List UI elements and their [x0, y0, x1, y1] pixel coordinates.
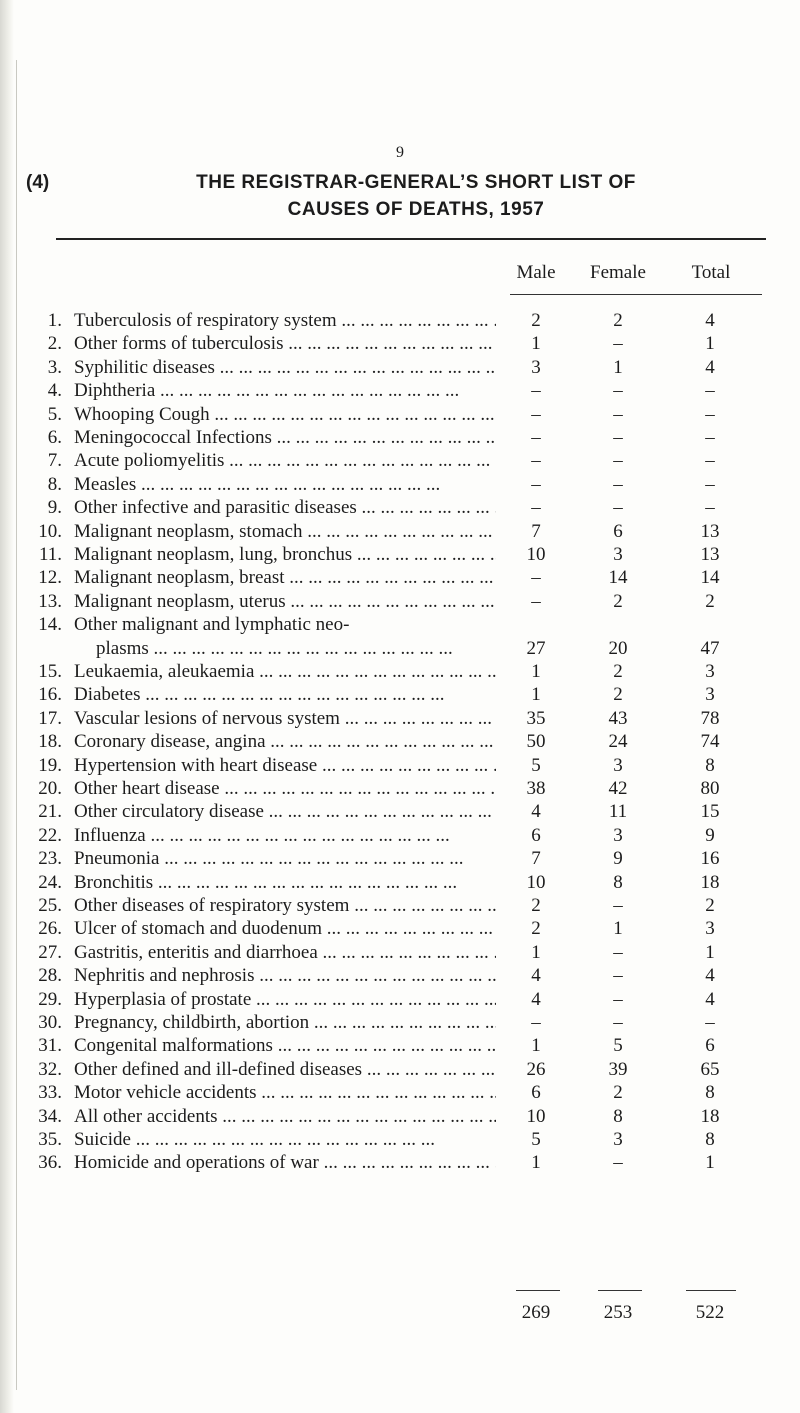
- table-row: [0, 308, 800, 334]
- row-label-text: Malignant neoplasm, uterus: [74, 590, 286, 612]
- cell-male: –: [531, 380, 541, 402]
- row-label-text: Acute poliomyelitis: [74, 450, 225, 472]
- row-label-text: Bronchitis: [74, 871, 154, 893]
- row-label: [74, 799, 496, 825]
- table-row: [0, 916, 800, 942]
- table-row: [0, 331, 800, 357]
- section-number: (4): [26, 172, 50, 193]
- row-number: 6.: [47, 427, 62, 448]
- row-number: 32.: [38, 1058, 62, 1080]
- cell-male: 38: [526, 778, 546, 799]
- cell-male: –: [531, 1012, 541, 1033]
- total-all: 522: [695, 1302, 725, 1323]
- row-label: [74, 1150, 496, 1176]
- cell-male: 1: [531, 941, 541, 963]
- row-label: [74, 402, 496, 428]
- row-label-text: Congenital malformations: [74, 1035, 273, 1057]
- cell-female: 3: [613, 1129, 623, 1150]
- row-number: 1.: [47, 310, 62, 331]
- row-label: [74, 519, 496, 545]
- total-sum-rule: [686, 1290, 736, 1291]
- row-number: 12.: [38, 567, 62, 589]
- cell-female: –: [613, 1012, 623, 1033]
- row-label-text: Diabetes: [74, 684, 141, 706]
- cell-total: 13: [700, 544, 720, 565]
- cell-female: –: [613, 965, 623, 987]
- cell-female: –: [613, 941, 623, 963]
- cell-total: 18: [700, 871, 720, 893]
- row-number: 30.: [38, 1012, 62, 1033]
- cell-total: 80: [700, 778, 720, 799]
- cell-female: 2: [613, 661, 623, 682]
- cell-female: 42: [608, 778, 628, 799]
- cell-total: 3: [705, 918, 715, 940]
- table-row: [0, 495, 800, 521]
- male-sum-rule: [516, 1290, 560, 1291]
- table-row: [0, 1033, 800, 1059]
- row-label: [74, 1127, 496, 1153]
- cell-total: 8: [705, 1129, 715, 1150]
- row-label: [74, 682, 496, 708]
- row-number: 9.: [47, 497, 62, 519]
- row-label: [74, 1057, 496, 1083]
- row-number: 24.: [38, 871, 62, 893]
- row-number: 15.: [38, 661, 62, 682]
- column-header-male: Male: [516, 262, 556, 283]
- cell-female: 3: [613, 754, 623, 776]
- row-label-text: Leukaemia, aleukaemia: [74, 661, 255, 682]
- row-label-text: Pregnancy, childbirth, abortion: [74, 1012, 310, 1033]
- cell-total: 74: [700, 731, 720, 753]
- cell-total: 8: [705, 754, 715, 776]
- row-label-text: Other infective and parasitic diseases: [74, 497, 357, 519]
- cell-male: 1: [531, 1035, 541, 1057]
- cell-male: 1: [531, 1152, 541, 1174]
- table-row-continuation: [0, 636, 800, 662]
- cell-total: –: [705, 473, 715, 495]
- row-label: [74, 472, 496, 498]
- table-row: [0, 425, 800, 451]
- table-row: [0, 940, 800, 966]
- cell-total: 3: [705, 661, 715, 682]
- cell-total: 6: [705, 1035, 715, 1057]
- row-label-text: Other circulatory disease: [74, 801, 264, 823]
- cell-female: 3: [613, 824, 623, 846]
- row-number: 19.: [38, 754, 62, 776]
- cell-female: 2: [613, 1082, 623, 1104]
- cell-female: –: [613, 988, 623, 1010]
- cell-male: –: [531, 567, 541, 589]
- row-number: 16.: [38, 684, 62, 706]
- cell-male: 4: [531, 988, 541, 1010]
- row-number: 27.: [38, 941, 62, 963]
- table-row: [0, 1010, 800, 1036]
- row-label-text: Hypertension with heart disease: [74, 754, 318, 776]
- cell-female: 6: [613, 520, 623, 542]
- row-label: [74, 542, 496, 568]
- total-female: 253: [603, 1302, 633, 1323]
- table-row: [0, 519, 800, 545]
- row-label-text: Other forms of tuberculosis: [74, 333, 284, 355]
- row-number: 3.: [47, 356, 62, 378]
- row-number: 31.: [38, 1035, 62, 1057]
- row-label-text: Coronary disease, angina: [74, 731, 266, 753]
- row-label: [74, 308, 496, 334]
- cell-male: 27: [526, 637, 546, 659]
- row-number: 5.: [47, 403, 62, 425]
- row-number: 8.: [47, 473, 62, 495]
- cell-male: 5: [531, 754, 541, 776]
- row-label: [74, 776, 496, 802]
- row-label-text: Other heart disease: [74, 778, 220, 799]
- table-row: [0, 682, 800, 708]
- row-label-text: Whooping Cough: [74, 403, 210, 425]
- row-label: [74, 448, 496, 474]
- row-label: [74, 846, 496, 872]
- cell-male: 26: [526, 1058, 546, 1080]
- cell-male: –: [531, 403, 541, 425]
- cell-female: –: [613, 403, 623, 425]
- row-label-text: Influenza: [74, 824, 146, 846]
- row-label-text: Meningococcal Infections: [74, 427, 272, 448]
- row-number: 4.: [47, 380, 62, 402]
- row-number: 28.: [38, 965, 62, 987]
- cell-total: –: [705, 1012, 715, 1033]
- row-label: [74, 963, 496, 989]
- table-row: [0, 448, 800, 474]
- cell-male: 50: [526, 731, 546, 753]
- column-header-female: Female: [590, 262, 646, 283]
- row-number: 14.: [38, 614, 62, 636]
- table-row: [0, 1104, 800, 1130]
- cell-male: –: [531, 450, 541, 472]
- table-row: [0, 355, 800, 381]
- table-row: [0, 893, 800, 919]
- page-number: 9: [396, 144, 404, 161]
- cell-male: 7: [531, 848, 541, 870]
- cell-female: 11: [608, 801, 628, 823]
- row-label: [74, 495, 496, 521]
- cell-total: –: [705, 380, 715, 402]
- cell-male: 10: [526, 1105, 546, 1127]
- row-number: 26.: [38, 918, 62, 940]
- table-row: [0, 1127, 800, 1153]
- page-subtitle: CAUSES OF DEATHS, 1957: [287, 199, 545, 220]
- cell-male: 10: [526, 871, 546, 893]
- cell-female: 1: [613, 356, 623, 378]
- row-label-text: Nephritis and nephrosis: [74, 965, 255, 987]
- row-number: 18.: [38, 731, 62, 753]
- cell-male: 10: [526, 544, 546, 565]
- cell-total: 78: [700, 707, 720, 729]
- row-number: 20.: [38, 778, 62, 799]
- row-number: 23.: [38, 848, 62, 870]
- cell-total: 2: [705, 895, 715, 916]
- cell-female: 9: [613, 848, 623, 870]
- row-label: [74, 753, 496, 779]
- cell-total: 4: [705, 965, 715, 987]
- row-label: [74, 870, 496, 896]
- table-row: [0, 1080, 800, 1106]
- table-row: [0, 706, 800, 732]
- cell-total: 1: [705, 1152, 715, 1174]
- row-label: [74, 1010, 496, 1036]
- cell-total: 13: [700, 520, 720, 542]
- table-row: [0, 823, 800, 849]
- row-label: [74, 425, 496, 451]
- cell-male: 2: [531, 310, 541, 331]
- row-label: [74, 706, 496, 732]
- table-row: [0, 1057, 800, 1083]
- row-number: 11.: [38, 544, 62, 565]
- row-label: [74, 659, 496, 685]
- row-number: 13.: [38, 590, 62, 612]
- row-number: 25.: [38, 895, 62, 916]
- row-label: [74, 987, 496, 1013]
- cell-male: 5: [531, 1129, 541, 1150]
- row-label-text: Motor vehicle accidents: [74, 1082, 257, 1104]
- row-number: 17.: [38, 707, 62, 729]
- row-number: 7.: [47, 450, 62, 472]
- cell-total: 4: [705, 310, 715, 331]
- table-row: [0, 870, 800, 896]
- cell-total: 65: [700, 1058, 720, 1080]
- table-row: [0, 753, 800, 779]
- cell-total: 1: [705, 333, 715, 355]
- header-rule: [56, 238, 766, 240]
- row-label-text: Homicide and operations of war: [74, 1152, 319, 1174]
- row-label-text: Gastritis, enteritis and diarrhoea: [74, 941, 318, 963]
- cell-female: 5: [613, 1035, 623, 1057]
- cell-total: 4: [705, 356, 715, 378]
- row-label-text: plasms: [96, 637, 149, 659]
- cell-male: 6: [531, 824, 541, 846]
- table-row: [0, 729, 800, 755]
- table-row: [0, 1150, 800, 1176]
- cell-female: –: [613, 427, 623, 448]
- cell-female: 2: [613, 684, 623, 706]
- row-label: [74, 1104, 496, 1130]
- cell-male: –: [531, 497, 541, 519]
- table-row: [0, 776, 800, 802]
- table-row: [0, 542, 800, 568]
- row-label-text: Malignant neoplasm, lung, bronchus: [74, 544, 353, 565]
- row-label: [74, 565, 496, 591]
- cell-male: 4: [531, 801, 541, 823]
- row-label: [74, 1080, 496, 1106]
- row-label-text: Hyperplasia of prostate: [74, 988, 252, 1010]
- row-label: [74, 916, 496, 942]
- column-header-total: Total: [691, 262, 731, 283]
- cell-male: –: [531, 473, 541, 495]
- cell-male: 1: [531, 661, 541, 682]
- row-label-text: Malignant neoplasm, breast: [74, 567, 285, 589]
- row-label-text: Ulcer of stomach and duodenum: [74, 918, 322, 940]
- cell-male: 2: [531, 918, 541, 940]
- cell-male: –: [531, 590, 541, 612]
- cell-total: –: [705, 403, 715, 425]
- row-label-continuation: [96, 636, 496, 662]
- table-row: [0, 659, 800, 685]
- page-title: THE REGISTRAR-GENERAL’S SHORT LIST OF: [196, 172, 636, 193]
- cell-male: 6: [531, 1082, 541, 1104]
- column-header-underline: [510, 294, 762, 295]
- cell-female: 20: [608, 637, 628, 659]
- cell-female: 3: [613, 544, 623, 565]
- row-label: [74, 331, 496, 357]
- row-label: [74, 589, 496, 615]
- row-number: 10.: [38, 520, 62, 542]
- row-label: Other malignant and lymphatic neo-: [74, 614, 350, 636]
- cell-male: 2: [531, 895, 541, 916]
- row-label-text: Diphtheria: [74, 380, 156, 402]
- cell-female: 8: [613, 1105, 623, 1127]
- row-label-text: Malignant neoplasm, stomach: [74, 520, 303, 542]
- cell-total: 15: [700, 801, 720, 823]
- row-number: 29.: [38, 988, 62, 1010]
- cell-male: 1: [531, 684, 541, 706]
- cell-female: –: [613, 895, 623, 916]
- row-number: 33.: [38, 1082, 62, 1104]
- cell-total: 2: [705, 590, 715, 612]
- cell-female: 14: [608, 567, 628, 589]
- cell-female: 8: [613, 871, 623, 893]
- row-label: [74, 355, 496, 381]
- row-number: 22.: [38, 824, 62, 846]
- table-row: [0, 565, 800, 591]
- cell-total: –: [705, 427, 715, 448]
- row-label: [74, 729, 496, 755]
- row-number: 21.: [38, 801, 62, 823]
- row-number: 34.: [38, 1105, 62, 1127]
- row-label-text: Pneumonia: [74, 848, 160, 870]
- row-label: [74, 823, 496, 849]
- row-label: [74, 940, 496, 966]
- cell-total: 3: [705, 684, 715, 706]
- cell-total: 1: [705, 941, 715, 963]
- female-sum-rule: [598, 1290, 642, 1291]
- row-number: 2.: [47, 333, 62, 355]
- cell-female: 39: [608, 1058, 628, 1080]
- cell-total: –: [705, 450, 715, 472]
- cell-male: 3: [531, 356, 541, 378]
- cell-total: –: [705, 497, 715, 519]
- cell-female: 2: [613, 310, 623, 331]
- row-label-text: Other diseases of respiratory system: [74, 895, 350, 916]
- table-row: [0, 799, 800, 825]
- table-row: [0, 589, 800, 615]
- cell-female: 2: [613, 590, 623, 612]
- cell-female: –: [613, 380, 623, 402]
- cell-female: –: [613, 473, 623, 495]
- row-label-text: Other defined and ill-defined diseases: [74, 1058, 363, 1080]
- row-label-text: Syphilitic diseases: [74, 356, 215, 378]
- row-number: 35.: [38, 1129, 62, 1150]
- table-row: [0, 402, 800, 428]
- cell-female: –: [613, 1152, 623, 1174]
- cell-male: 35: [526, 707, 546, 729]
- row-label: [74, 1033, 496, 1059]
- row-label-text: All other accidents: [74, 1105, 218, 1127]
- table-row: [0, 987, 800, 1013]
- row-number: 36.: [38, 1152, 62, 1174]
- table-row: [0, 963, 800, 989]
- row-label: [74, 378, 496, 404]
- row-label-text: Vascular lesions of nervous system: [74, 707, 340, 729]
- cell-female: 24: [608, 731, 628, 753]
- table-row: [0, 612, 800, 638]
- table-row: [0, 378, 800, 404]
- row-label-text: Suicide: [74, 1129, 131, 1150]
- cell-female: –: [613, 497, 623, 519]
- cell-male: 1: [531, 333, 541, 355]
- table-row: [0, 846, 800, 872]
- table-row: [0, 472, 800, 498]
- cell-total: 4: [705, 988, 715, 1010]
- row-label-text: Tuberculosis of respiratory system: [74, 310, 337, 331]
- cell-male: 4: [531, 965, 541, 987]
- cell-female: 1: [613, 918, 623, 940]
- cell-male: –: [531, 427, 541, 448]
- row-label-text: Measles: [74, 473, 137, 495]
- cell-total: 18: [700, 1105, 720, 1127]
- cell-total: 9: [705, 824, 715, 846]
- cell-male: 7: [531, 520, 541, 542]
- cell-total: 16: [700, 848, 720, 870]
- cell-female: –: [613, 450, 623, 472]
- cell-female: 43: [608, 707, 628, 729]
- cell-female: –: [613, 333, 623, 355]
- cell-total: 14: [700, 567, 720, 589]
- cell-total: 8: [705, 1082, 715, 1104]
- cell-total: 47: [700, 637, 720, 659]
- total-male: 269: [521, 1302, 551, 1323]
- row-label: [74, 893, 496, 919]
